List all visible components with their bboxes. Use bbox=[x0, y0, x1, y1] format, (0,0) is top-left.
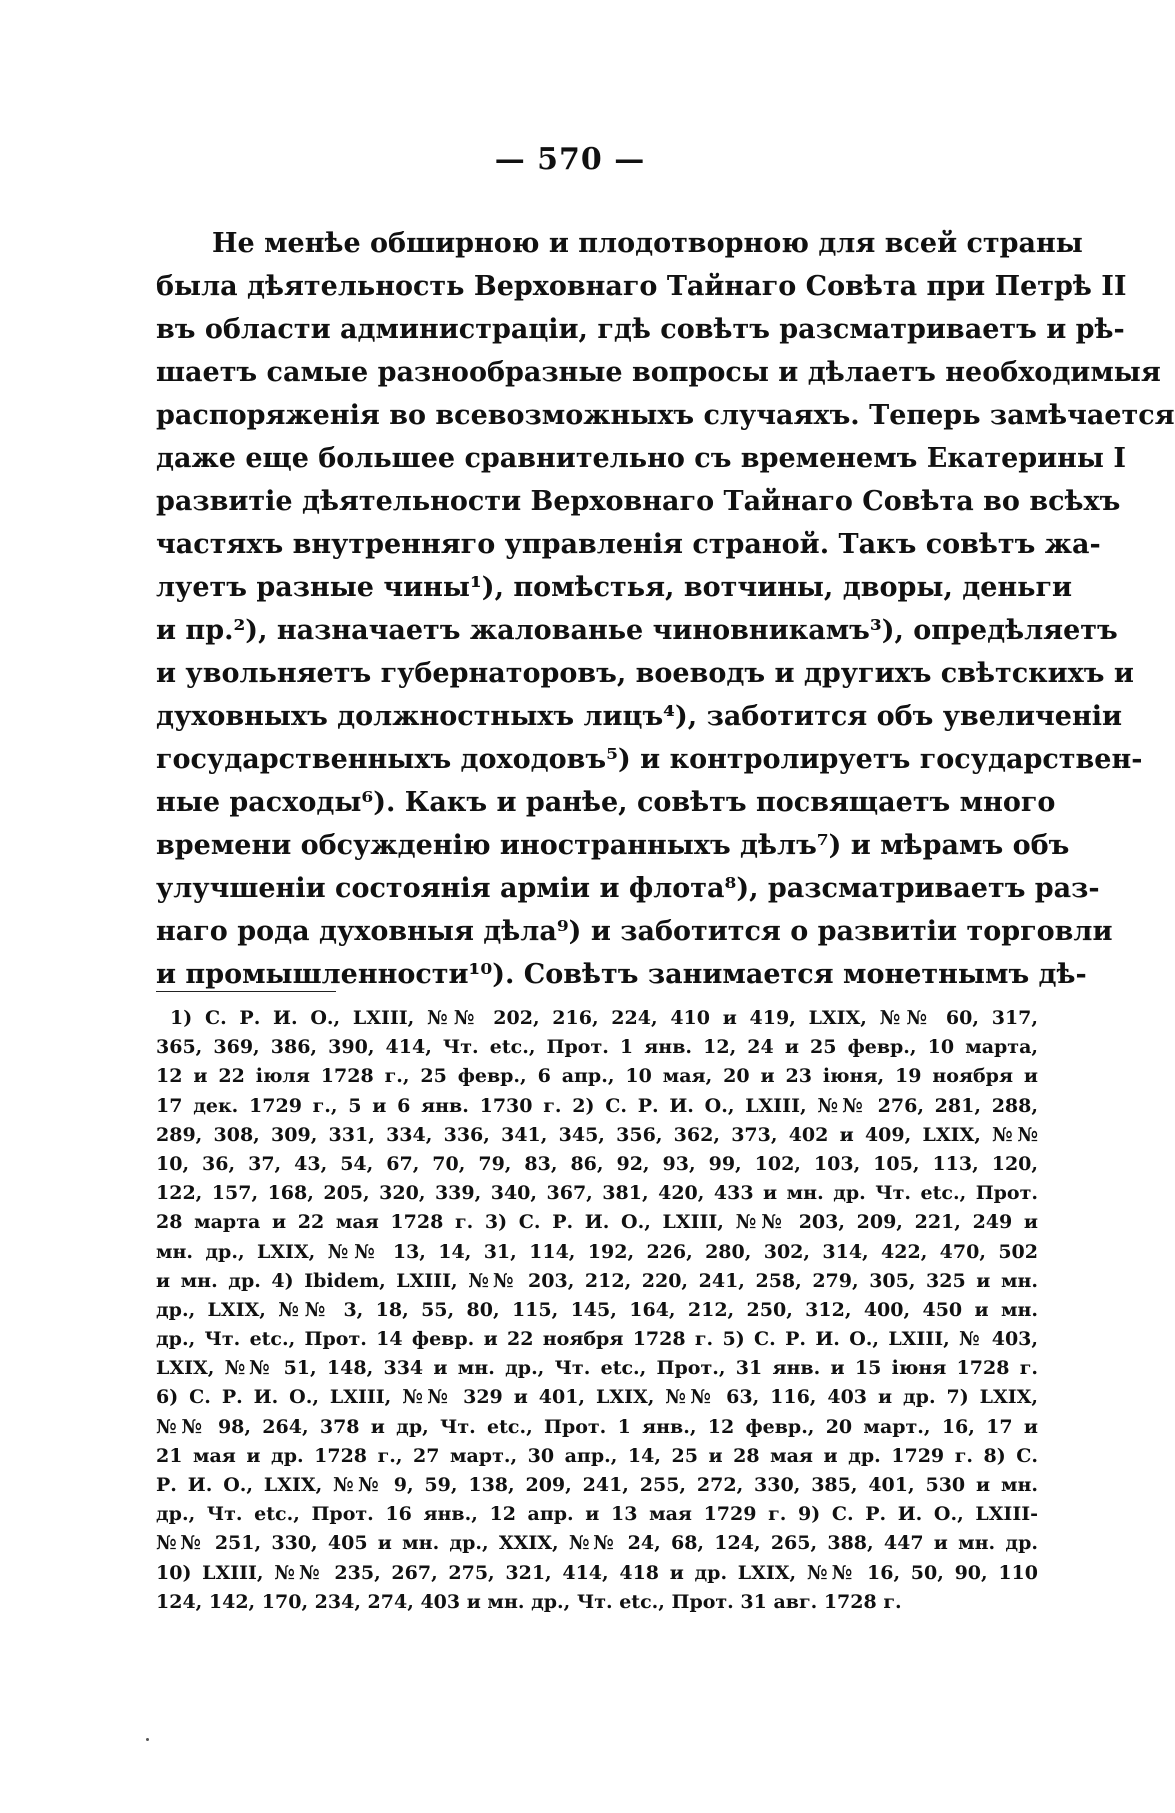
body-line: луетъ разные чины¹), помѣстья, вотчины, дворы, деньги bbox=[156, 572, 1073, 603]
footnote-line: мн. др., LXIX, №№ 13, 14, 31, 114, 192, 226, 280, 302, 314, 422, 470, 502 bbox=[156, 1240, 1038, 1263]
body-line: и увольняетъ губернаторовъ, воеводъ и другихъ свѣтскихъ и bbox=[156, 658, 1134, 689]
footnote-line: др., LXIX, №№ 3, 18, 55, 80, 115, 145, 164, 212, 250, 312, 400, 450 и мн. bbox=[156, 1298, 1038, 1321]
body-line: ные расходы⁶). Какъ и ранѣе, совѣтъ посвящаетъ много bbox=[156, 787, 1056, 818]
footnote-line: др., Чт. etc., Прот. 14 февр. и 22 ноября 1728 г. 5) С. Р. И. О., LXIII, № 403, bbox=[156, 1328, 1038, 1351]
footnote-line: др., Чт. etc., Прот. 16 янв., 12 апр. и 13 мая 1729 г. 9) С. Р. И. О., LXIII- bbox=[156, 1503, 1038, 1526]
body-line: наго рода духовныя дѣла⁹) и заботится о развитіи торговли bbox=[156, 916, 1113, 947]
footnote-line: 17 дек. 1729 г., 5 и 6 янв. 1730 г. 2) С. Р. И. О., LXIII, №№ 276, 281, 288, bbox=[156, 1094, 1038, 1117]
body-line: и промышленности¹⁰). Совѣтъ занимается монетнымъ дѣ- bbox=[156, 959, 1087, 990]
footnote-line: 28 марта и 22 мая 1728 г. 3) С. Р. И. О., LXIII, №№ 203, 209, 221, 249 и bbox=[156, 1211, 1038, 1234]
footnote-line: 12 и 22 іюля 1728 г., 25 февр., 6 апр., 10 мая, 20 и 23 іюня, 19 ноября и bbox=[156, 1065, 1038, 1088]
body-line: улучшеніи состоянія арміи и флота⁸), разсматриваетъ раз- bbox=[156, 873, 1100, 904]
footnote-line: 6) С. Р. И. О., LXIII, №№ 329 и 401, LXIX, №№ 63, 116, 403 и др. 7) LXIX, bbox=[156, 1386, 1038, 1409]
body-line: была дѣятельность Верховнаго Тайнаго Совѣта при Петрѣ II bbox=[156, 271, 1127, 302]
footnote-line: 124, 142, 170, 234, 274, 403 и мн. др., Чт. etc., Прот. 31 авг. 1728 г. bbox=[156, 1590, 902, 1613]
footnote-line: №№ 251, 330, 405 и мн. др., XXIX, №№ 24, 68, 124, 265, 388, 447 и мн. др. bbox=[156, 1532, 1038, 1555]
body-line: и пр.²), назначаетъ жалованье чиновникамъ³), опредѣляетъ bbox=[156, 615, 1118, 646]
body-line: частяхъ внутренняго управленія страной. Такъ совѣтъ жа- bbox=[156, 529, 1101, 560]
footnote-separator bbox=[156, 991, 336, 992]
footnote-line: 10) LXIII, №№ 235, 267, 275, 321, 414, 418 и др. LXIX, №№ 16, 50, 90, 110 bbox=[156, 1561, 1038, 1584]
footnote-line: 289, 308, 309, 331, 334, 336, 341, 345, 356, 362, 373, 402 и 409, LXIX, №№ bbox=[156, 1123, 1038, 1146]
footnote-line: Р. И. О., LXIX, №№ 9, 59, 138, 209, 241, 255, 272, 330, 385, 401, 530 и мн. bbox=[156, 1474, 1038, 1496]
footnote-line: 1) С. Р. И. О., LXIII, №№ 202, 216, 224, 410 и 419, LXIX, №№ 60, 317, bbox=[170, 1007, 1038, 1029]
body-line: времени обсужденію иностранныхъ дѣлъ⁷) и мѣрамъ объ bbox=[156, 830, 1070, 861]
footnote-line: 365, 369, 386, 390, 414, Чт. etc., Прот. 1 янв. 12, 24 и 25 февр., 10 марта, bbox=[156, 1036, 1038, 1059]
body-line: распоряженія во всевозможныхъ случаяхъ. Теперь замѣчается bbox=[156, 400, 1175, 431]
footnote-line: №№ 98, 264, 378 и др, Чт. etc., Прот. 1 янв., 12 февр., 20 март., 16, 17 и bbox=[156, 1415, 1038, 1438]
body-line: Не менѣе обширною и плодотворною для всей страны bbox=[212, 228, 1083, 259]
body-text bbox=[156, 222, 1175, 996]
footnotes bbox=[156, 1004, 1038, 1617]
scan-speck bbox=[146, 1738, 149, 1741]
body-line: шаетъ самые разнообразные вопросы и дѣлаетъ необходимыя bbox=[156, 357, 1161, 388]
body-line: даже еще большее сравнительно съ временемъ Екатерины I bbox=[156, 443, 1127, 474]
body-line: развитіе дѣятельности Верховнаго Тайнаго Совѣта во всѣхъ bbox=[156, 486, 1121, 517]
footnote-line: 21 мая и др. 1728 г., 27 март., 30 апр., 14, 25 и 28 мая и др. 1729 г. 8) С. bbox=[156, 1444, 1038, 1467]
body-line: государственныхъ доходовъ⁵) и контролируетъ государствен- bbox=[156, 744, 1143, 775]
footnote-line: 10, 36, 37, 43, 54, 67, 70, 79, 83, 86, 92, 93, 99, 102, 103, 105, 113, 120, bbox=[156, 1152, 1038, 1175]
body-line: духовныхъ должностныхъ лицъ⁴), заботится объ увеличеніи bbox=[156, 701, 1123, 732]
page-number: — 570 — bbox=[494, 142, 646, 177]
footnote-line: 122, 157, 168, 205, 320, 339, 340, 367, 381, 420, 433 и мн. др. Чт. etc., Прот. bbox=[156, 1182, 1038, 1205]
body-line: въ области администраціи, гдѣ совѣтъ разсматриваетъ и рѣ- bbox=[156, 314, 1125, 345]
footnote-line: и мн. др. 4) Ibidem, LXIII, №№ 203, 212, 220, 241, 258, 279, 305, 325 и мн. bbox=[156, 1269, 1038, 1292]
footnote-line: LXIX, №№ 51, 148, 334 и мн. др., Чт. etc., Прот., 31 янв. и 15 іюня 1728 г. bbox=[156, 1357, 1038, 1380]
